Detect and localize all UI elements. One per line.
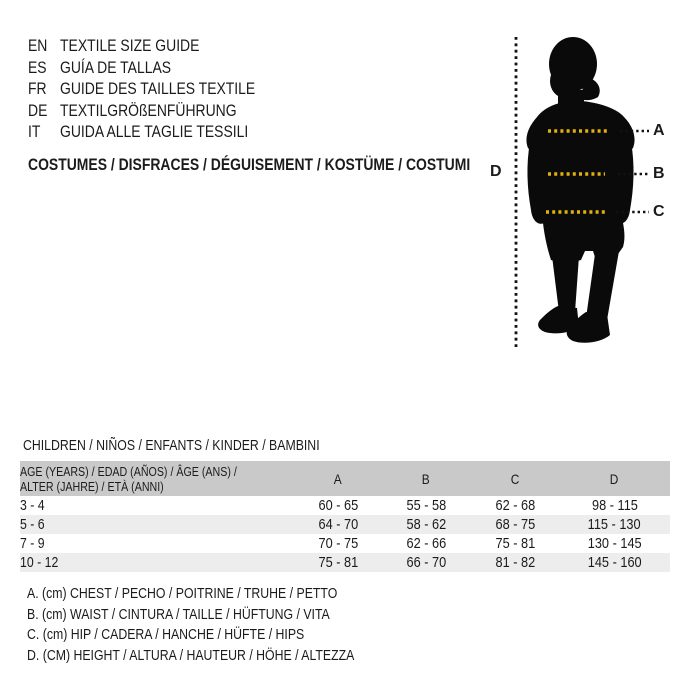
age-cell-text: 10 - 12: [20, 554, 59, 571]
height-cell: [559, 496, 670, 515]
lang-label: [60, 121, 290, 143]
lang-code-text: EN: [28, 36, 48, 55]
lang-label: [60, 57, 195, 79]
legend-line-waist-text: B. (cm) WAIST / CINTURA / TAILLE / HÜFTUNG / VITA: [27, 605, 330, 623]
size-table: [20, 461, 670, 572]
chest-cell: [295, 553, 381, 572]
size-table-header-row: [20, 461, 670, 496]
legend-line-height: [27, 646, 426, 667]
age-cell: [20, 496, 295, 515]
column-header-a: [295, 461, 381, 496]
lang-label-text: GUIDA ALLE TAGLIE TESSILI: [60, 122, 249, 141]
lang-label-text: GUÍA DE TALLAS: [60, 57, 172, 77]
column-header-c: [471, 461, 559, 496]
age-cell-text: 7 - 9: [20, 535, 45, 552]
column-header-d: [559, 461, 670, 496]
waist-cell-text: 62 - 66: [406, 535, 446, 552]
lang-label-text: TEXTILGRÖßENFÜHRUNG: [60, 100, 237, 120]
lang-row-de: [28, 100, 298, 122]
chest-cell-text: 64 - 70: [318, 516, 358, 533]
child-silhouette: [526, 37, 634, 343]
age-cell-text: 5 - 6: [20, 516, 45, 533]
height-cell: [559, 534, 670, 553]
column-header-d-text: D: [610, 470, 619, 487]
age-cell-text: 3 - 4: [20, 497, 45, 514]
hip-cell-text: 75 - 81: [495, 535, 535, 552]
lang-code: [28, 57, 60, 79]
chest-cell: [295, 496, 381, 515]
size-row-5-6: [20, 515, 670, 534]
category-title-text: COSTUMES / DISFRACES / DÉGUISEMENT / KOSTÜME / COSTUMI: [28, 155, 471, 174]
chest-cell: [295, 534, 381, 553]
legend-line-chest-text: A. (cm) CHEST / PECHO / POITRINE / TRUHE / PETTO: [27, 585, 338, 602]
age-cell: [20, 553, 295, 572]
column-header-b: [381, 461, 471, 496]
legend-line-height-text: D. (CM) HEIGHT / ALTURA / HAUTEUR / HÖHE / ALTEZZA: [27, 646, 355, 664]
lang-label-text: GUIDE DES TAILLES TEXTILE: [60, 79, 256, 98]
lang-code-text: DE: [28, 100, 48, 120]
child-silhouette-svg: [460, 20, 700, 360]
chest-cell-text: 60 - 65: [318, 497, 358, 514]
age-cell: [20, 515, 295, 534]
height-cell: [559, 553, 670, 572]
lang-code: [28, 35, 60, 57]
hip-cell-text: 68 - 75: [495, 516, 535, 533]
age-cell: [20, 534, 295, 553]
height-cell-text: 98 - 115: [591, 497, 638, 514]
waist-cell: [381, 496, 471, 515]
measurement-figure: [460, 20, 700, 360]
age-header-line2: ALTER (JAHRE) / ETÀ (ANNI): [20, 478, 164, 494]
language-list: [28, 35, 298, 143]
lang-label: [60, 35, 230, 57]
legend-line-waist: [27, 605, 426, 626]
lang-code: [28, 100, 60, 122]
waist-cell-text: 55 - 58: [406, 497, 446, 514]
hip-cell: [471, 534, 559, 553]
lang-code-text: IT: [28, 122, 41, 141]
height-cell-text: 145 - 160: [587, 554, 642, 571]
height-cell-text: 130 - 145: [587, 535, 642, 552]
legend-line-chest: [27, 584, 426, 605]
chest-cell: [295, 515, 381, 534]
age-column-header: [20, 461, 295, 496]
size-group-title-text: CHILDREN / NIÑOS / ENFANTS / KINDER / BAMBINI: [23, 437, 320, 454]
size-row-7-9: [20, 534, 670, 553]
chest-cell-text: 70 - 75: [318, 535, 358, 552]
lang-code-text: FR: [28, 79, 47, 98]
measure-label-a: A: [653, 122, 665, 139]
column-header-a-text: A: [334, 470, 342, 487]
hip-cell-text: 81 - 82: [495, 554, 535, 571]
hip-cell: [471, 515, 559, 534]
lang-code: [28, 121, 60, 143]
measure-label-c: C: [653, 203, 665, 220]
height-cell: [559, 515, 670, 534]
column-header-b-text: B: [422, 470, 430, 487]
waist-cell-text: 66 - 70: [406, 554, 446, 571]
legend-line-hip: [27, 625, 426, 646]
size-group-title: [23, 437, 385, 455]
waist-cell: [381, 515, 471, 534]
waist-cell-text: 58 - 62: [406, 516, 446, 533]
waist-cell: [381, 534, 471, 553]
lang-code-text: ES: [28, 57, 47, 77]
measure-label-b: B: [653, 165, 665, 182]
lang-row-es: [28, 57, 298, 79]
size-row-3-4: [20, 496, 670, 515]
lang-label-text: TEXTILE SIZE GUIDE: [60, 36, 200, 55]
lang-code: [28, 78, 60, 100]
age-header-line1: AGE (YEARS) / EDAD (AÑOS) / ÂGE (ANS) /: [20, 463, 237, 479]
lang-row-fr: [28, 78, 298, 100]
lang-row-it: [28, 121, 298, 143]
hip-cell: [471, 496, 559, 515]
size-row-10-12: [20, 553, 670, 572]
lang-label: [60, 100, 275, 122]
legend-line-hip-text: C. (cm) HIP / CADERA / HANCHE / HÜFTE / HIPS: [27, 626, 305, 643]
height-cell-text: 115 - 130: [588, 516, 641, 533]
hip-cell: [471, 553, 559, 572]
hip-cell-text: 62 - 68: [495, 497, 535, 514]
lang-row-en: [28, 35, 298, 57]
measure-label-d: D: [490, 163, 502, 180]
lang-label: [60, 78, 298, 100]
waist-cell: [381, 553, 471, 572]
chest-cell-text: 75 - 81: [318, 554, 358, 571]
measurement-legend: [27, 584, 426, 666]
column-header-c-text: C: [510, 470, 520, 487]
